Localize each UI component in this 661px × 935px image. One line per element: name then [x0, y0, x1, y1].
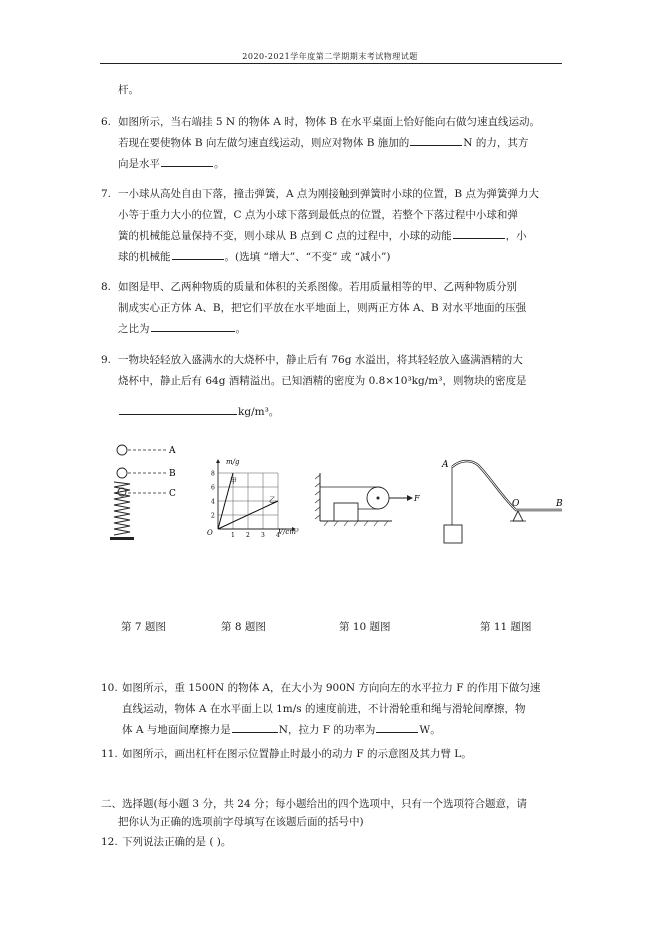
pulley-axle — [377, 497, 380, 500]
prev-question-tail: 杆。 — [118, 84, 139, 96]
q7-line3-text: 簧的机械能总量保持不变，则小球从 B 点到 C 点的过程中，小球的动能 — [118, 230, 452, 242]
series-label-jia: 甲 — [230, 477, 237, 485]
q10-number: 10. — [101, 682, 118, 694]
q9-blank-density[interactable] — [119, 402, 237, 415]
caption-fig11: 第 11 题图 — [480, 621, 532, 633]
label-A: A — [169, 446, 176, 456]
q10-blank-power[interactable] — [376, 720, 418, 733]
fulcrum-icon — [513, 511, 523, 521]
q10-blank-friction[interactable] — [232, 720, 278, 733]
q6-line2 — [118, 133, 528, 154]
hanging-weight — [444, 525, 462, 543]
q7-line4-tail: 。(选填 “增大”、“不变” 或 “减小”) — [224, 251, 391, 263]
q6-blank-force[interactable] — [410, 133, 462, 146]
q10-line3 — [122, 720, 441, 741]
q8-number: 8. — [101, 281, 112, 293]
q9-line1: 一物块轻轻放入盛满水的大烧杯中，静止后有 76g 水溢出，将其轻轻放入盛满酒精的大 — [118, 354, 523, 366]
q6-line3-tail: 。 — [214, 158, 225, 170]
force-arrow-icon — [407, 495, 413, 501]
q8-line2: 制成实心正方体 A、B，把它们平放在水平地面上，则两正方体 A、B 对水平地面的压强 — [118, 302, 527, 314]
y-tick-6: 6 — [211, 484, 215, 492]
q6-number: 6. — [101, 116, 112, 128]
q8-line3-text: 之比为 — [118, 323, 150, 335]
q6-line3-text: 向是水平 — [118, 158, 160, 170]
wall-hatching — [315, 475, 320, 519]
q10-line2: 直线运动，物体 A 在水平面上以 1m/s 的速度前进，不计滑轮重和绳与滑轮间摩擦，物 — [122, 703, 526, 715]
q10-line3-text: 体 A 与地面间摩擦力是 — [122, 724, 231, 736]
y-tick-4: 4 — [211, 498, 215, 506]
q8-line3 — [118, 319, 246, 340]
ball-at-A — [117, 445, 127, 455]
q10-line3-mid: N，拉力 F 的功率为 — [278, 724, 376, 736]
label-B: B — [169, 469, 176, 479]
q9-line3 — [118, 402, 279, 423]
caption-fig10: 第 10 题图 — [339, 621, 391, 633]
caption-fig8: 第 8 题图 — [221, 621, 266, 633]
figure-8 — [200, 455, 310, 545]
q12-text: 下列说法正确的是 ( )。 — [122, 836, 232, 848]
q6-line2-tail: N 的力，其方 — [463, 137, 529, 149]
section-2-line1: 二、选择题(每小题 3 分，共 24 分；每小题给出的四个选项中，只有一个选项符合题意，请 — [101, 798, 527, 810]
y-axis-label: m/g — [226, 458, 240, 466]
origin-label: O — [207, 529, 213, 537]
q8-blank-ratio[interactable] — [151, 319, 235, 332]
q9-number: 9. — [101, 354, 112, 366]
series-label-yi: 乙 — [269, 496, 276, 504]
ball-at-B — [117, 468, 127, 478]
q10-line3-tail: W。 — [419, 724, 441, 736]
x-axis-label: V/cm³ — [278, 528, 299, 536]
x-tick-4: 4 — [276, 532, 280, 539]
q7-line3-tail: ，小 — [505, 230, 527, 242]
caption-fig7: 第 7 题图 — [121, 621, 166, 633]
q8-line1: 如图是甲、乙两种物质的质量和体积的关系图像。若用质量相等的甲、乙两种物质分别 — [118, 281, 517, 293]
q7-number: 7. — [101, 188, 112, 200]
q6-line2-text: 若现在要使物体 B 向左做匀速直线运动，则应对物体 B 施加的 — [118, 137, 410, 149]
x-tick-3: 3 — [261, 532, 265, 539]
q6-blank-direction[interactable] — [161, 154, 213, 167]
q12-number: 12. — [101, 836, 118, 848]
figure-11 — [440, 455, 570, 550]
y-tick-8: 8 — [211, 470, 215, 478]
q7-line3 — [118, 226, 527, 247]
y-axis-arrow-icon — [216, 459, 220, 463]
lever-label-A: A — [442, 460, 449, 470]
force-label: F — [414, 494, 420, 503]
q11-text: 如图所示，画出杠杆在图示位置静止时最小的动力 F 的示意图及其力臂 L。 — [122, 748, 472, 760]
y-tick-2: 2 — [211, 512, 215, 520]
graph-axes — [216, 459, 296, 531]
figure-10 — [312, 465, 422, 530]
q6-line1: 如图所示，当右端挂 5 N 的物体 A 时，物体 B 在水平桌面上恰好能向右做匀速直线运动。 — [118, 116, 541, 128]
section-2-line2: 把你认为正确的选项前字母填写在该题后面的括号中) — [118, 816, 364, 828]
q6-line3 — [118, 154, 225, 175]
x-tick-1: 1 — [231, 532, 235, 539]
figure-7 — [108, 440, 188, 550]
q9-line3-unit: kg/m³。 — [238, 406, 280, 418]
page-header: 2020-2021学年度第二学期期末考试物理试题 — [242, 52, 418, 61]
q7-blank-kinetic[interactable] — [453, 226, 505, 239]
x-tick-2: 2 — [246, 532, 250, 539]
q7-line4-text: 球的机械能 — [118, 251, 171, 263]
q9-line2: 烧杯中，静止后有 64g 酒精溢出。已知酒精的密度为 0.8×10³kg/m³，则物块的密度是 — [118, 375, 527, 387]
lever-label-B: B — [556, 499, 563, 509]
block-A — [334, 503, 358, 521]
q7-line2: 小等于重力大小的位置，C 点为小球下落到最低点的位置，若整个下落过程中小球和弹 — [118, 209, 518, 221]
q10-line1: 如图所示，重 1500N 的物体 A，在大小为 900N 方向向左的水平拉力 F 的作用下做匀速 — [122, 682, 541, 694]
q7-line1: 一小球从高处自由下落，撞击弹簧，A 点为刚接触到弹簧时小球的位置，B 点为弹簧弹力大 — [118, 188, 539, 200]
q7-line4 — [118, 247, 390, 268]
q8-line3-tail: 。 — [235, 323, 246, 335]
q7-blank-mechanical[interactable] — [172, 247, 224, 260]
curved-lever — [452, 461, 562, 510]
spring — [114, 482, 130, 535]
spring-base — [110, 537, 134, 540]
ground-hatching — [324, 521, 388, 526]
header-rule — [100, 63, 562, 64]
q11-number: 11. — [101, 748, 118, 760]
lever-label-O: O — [512, 499, 520, 509]
label-C: C — [169, 489, 176, 499]
